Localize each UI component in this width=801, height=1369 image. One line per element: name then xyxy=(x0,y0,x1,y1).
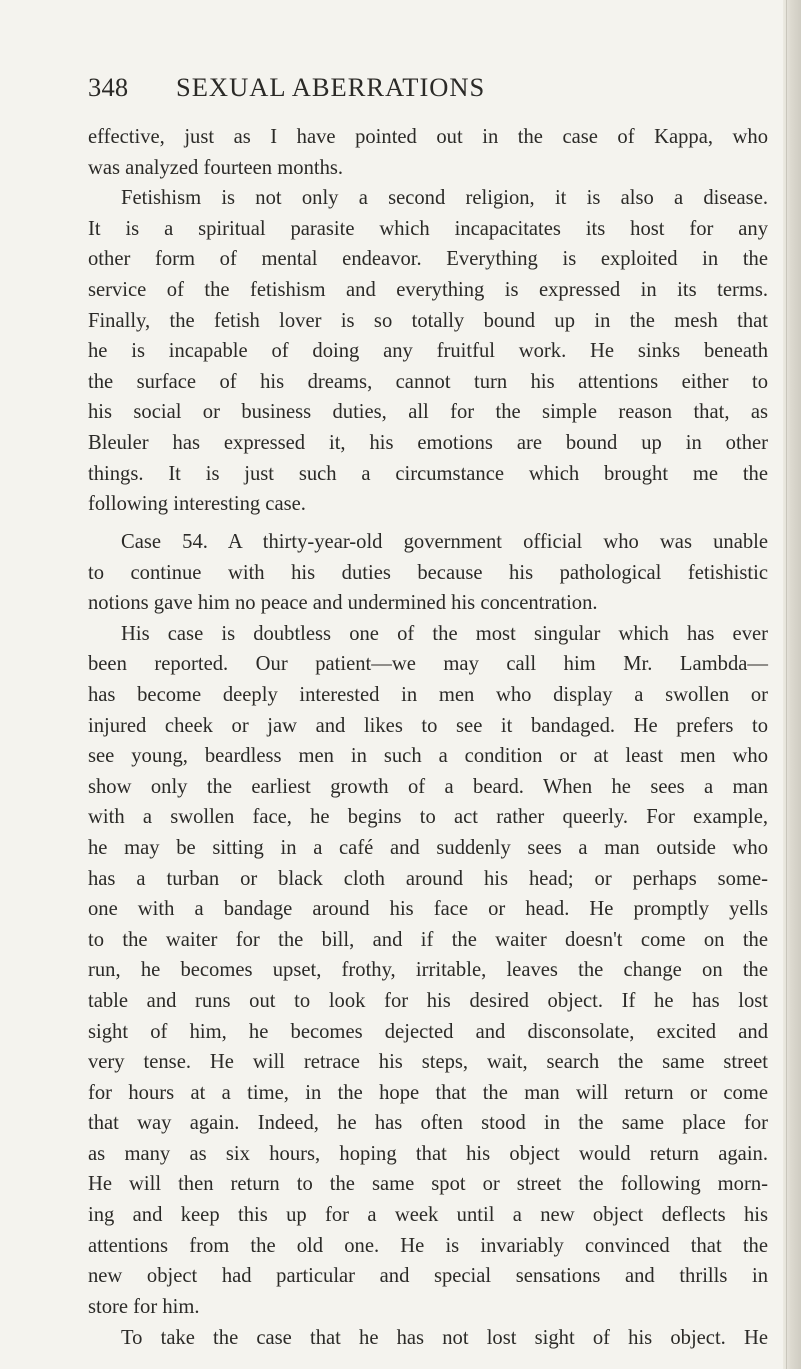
text-line: To take the case that he has not lost sight of his object. He xyxy=(121,1326,768,1349)
text-line: for hours at a time, in the hope that the man will return or come xyxy=(88,1081,768,1104)
text-line: has a turban or black cloth around his head; or perhaps some- xyxy=(88,867,768,890)
text-line: store for him. xyxy=(88,1295,200,1318)
text-line: Finally, the fetish lover is so totally bound up in the mesh that xyxy=(88,309,768,332)
paragraph-final xyxy=(88,1323,768,1354)
paragraph-continuation xyxy=(88,122,768,183)
text-line: has become deeply interested in men who display a swollen or xyxy=(88,683,768,706)
text-line: table and runs out to look for his desired object. If he has lost xyxy=(88,989,768,1012)
text-line: ing and keep this up for a week until a new object deflects his xyxy=(88,1204,768,1227)
text-line: his social or business duties, all for the simple reason that, as xyxy=(88,401,768,424)
text-line: as many as six hours, hoping that his object would return again. xyxy=(88,1142,768,1165)
paragraph-fetishism xyxy=(88,183,768,520)
page-edge-line xyxy=(786,0,787,1369)
paragraph-case-description xyxy=(88,619,768,1323)
text-line: that way again. Indeed, he has often stood in the same place for xyxy=(88,1112,768,1135)
text-line: notions gave him no peace and undermined his concentration. xyxy=(88,592,598,615)
page-number: 348 xyxy=(88,72,129,102)
text-line: injured cheek or jaw and likes to see it bandaged. He prefers to xyxy=(88,714,768,737)
text-line: attentions from the old one. He is invariably convinced that the xyxy=(88,1234,768,1257)
text-line: Fetishism is not only a second religion, it is also a disease. xyxy=(121,187,768,210)
text-line: he is incapable of doing any fruitful work. He sinks beneath xyxy=(88,340,768,363)
text-line: show only the earliest growth of a beard. When he sees a man xyxy=(88,775,768,798)
text-line: run, he becomes upset, frothy, irritable, leaves the change on the xyxy=(88,959,768,982)
text-line: new object had particular and special sensations and thrills in xyxy=(88,1265,768,1288)
text-line: Case 54. A thirty-year-old government official who was unable xyxy=(121,531,768,553)
text-line: following interesting case. xyxy=(88,493,306,516)
text-line: to continue with his duties because his pathological fetishistic xyxy=(88,561,768,584)
text-line: His case is doubtless one of the most singular which has ever xyxy=(121,622,768,645)
paragraph-case-54 xyxy=(88,527,768,619)
text-line: It is a spiritual parasite which incapacitates its host for any xyxy=(88,217,768,240)
text-line: Bleuler has expressed it, his emotions are bound up in other xyxy=(88,431,768,454)
text-line: see young, beardless men in such a condition or at least men who xyxy=(88,745,768,768)
text-line: effective, just as I have pointed out in the case of Kappa, who xyxy=(88,126,768,148)
page-header xyxy=(88,72,768,112)
text-line: sight of him, he becomes dejected and disconsolate, excited and xyxy=(88,1020,768,1043)
text-line: was analyzed fourteen months. xyxy=(88,156,344,179)
text-line: with a swollen face, he begins to act rather queerly. For example, xyxy=(88,806,768,829)
text-line: been reported. Our patient—we may call him Mr. Lambda— xyxy=(88,653,768,676)
text-line: He will then return to the same spot or street the following morn- xyxy=(88,1173,768,1196)
text-line: very tense. He will retrace his steps, wait, search the same street xyxy=(88,1051,768,1074)
running-head: SEXUAL ABERRATIONS xyxy=(176,72,486,102)
text-line: to the waiter for the bill, and if the waiter doesn't come on the xyxy=(88,928,768,951)
text-line: service of the fetishism and everything is expressed in its terms. xyxy=(88,278,768,301)
text-line: the surface of his dreams, cannot turn his attentions either to xyxy=(88,370,768,393)
text-line: other form of mental endeavor. Everything is exploited in the xyxy=(88,248,768,271)
text-line: things. It is just such a circumstance which brought me the xyxy=(88,462,768,485)
text-line: he may be sitting in a café and suddenly sees a man outside who xyxy=(88,836,768,859)
text-line: one with a bandage around his face or head. He promptly yells xyxy=(88,898,768,921)
